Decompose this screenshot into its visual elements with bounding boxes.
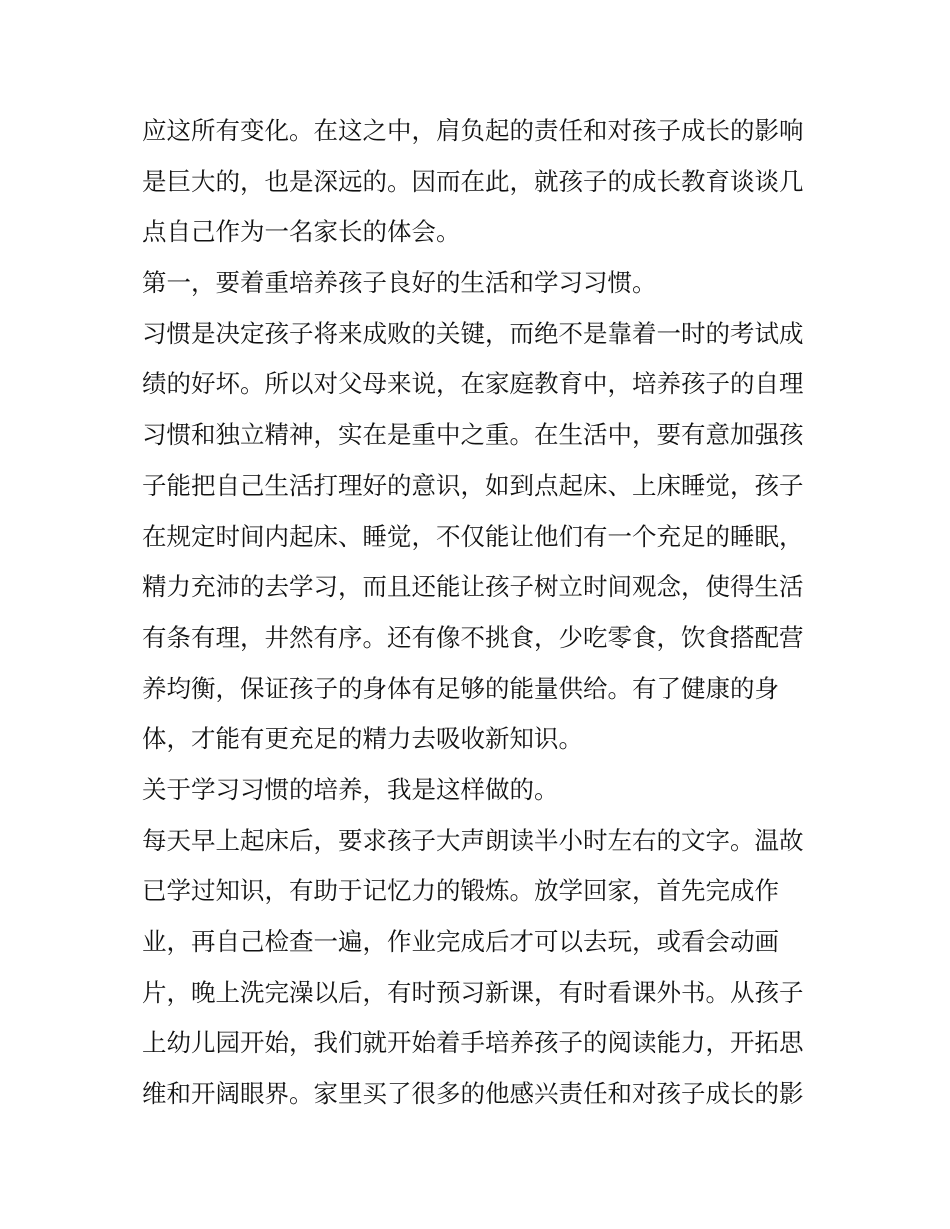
- text-line: 业，再自己检查一遍，作业完成后才可以去玩，或看会动画: [142, 927, 779, 956]
- text-line: 体，才能有更充足的精力去吸收新知识。: [142, 724, 583, 754]
- text-line: 是巨大的，也是深远的。因而在此，就孩子的成长教育谈谈几: [142, 166, 804, 196]
- text-line: 维和开阔眼界。家里买了很多的他感兴责任和对孩子成长的影: [142, 1079, 804, 1109]
- text-line: 精力充沛的去学习，而且还能让孩子树立时间观念，使得生活: [142, 572, 804, 602]
- text-line: 点自己作为一名家长的体会。: [142, 217, 461, 247]
- text-line: 片，晚上洗完澡以后，有时预习新课，有时看课外书。从孩子: [142, 977, 804, 1007]
- text-line: 习惯是决定孩子将来成败的关键，而绝不是靠着一时的考试成: [142, 318, 804, 348]
- text-line: 子能把自己生活打理好的意识，如到点起床、上床睡觉，孩子: [142, 470, 804, 500]
- text-line: 应这所有变化。在这之中，肩负起的责任和对孩子成长的影响: [142, 116, 804, 145]
- text-line: 绩的好坏。所以对父母来说，在家庭教育中，培养孩子的自理: [142, 369, 804, 399]
- text-line: 已学过知识，有助于记忆力的锻炼。放学回家，首先完成作: [142, 876, 779, 906]
- text-line: 在规定时间内起床、睡觉，不仅能让他们有一个充足的睡眠，: [142, 521, 804, 551]
- text-line: 有条有理，井然有序。还有像不挑食，少吃零食，饮食搭配营: [142, 622, 804, 652]
- text-line: 习惯和独立精神，实在是重中之重。在生活中，要有意加强孩: [142, 420, 804, 450]
- text-line: 每天早上起床后，要求孩子大声朗读半小时左右的文字。温故: [142, 825, 804, 855]
- text-line: 上幼儿园开始，我们就开始着手培养孩子的阅读能力，开拓思: [142, 1028, 804, 1058]
- text-line: 养均衡，保证孩子的身体有足够的能量供给。有了健康的身: [142, 673, 779, 703]
- body-text: [142, 106, 814, 1120]
- text-line: 关于学习习惯的培养，我是这样做的。: [142, 774, 559, 804]
- section-heading-line: 第一，要着重培养孩子良好的生活和学习习惯。: [142, 268, 657, 298]
